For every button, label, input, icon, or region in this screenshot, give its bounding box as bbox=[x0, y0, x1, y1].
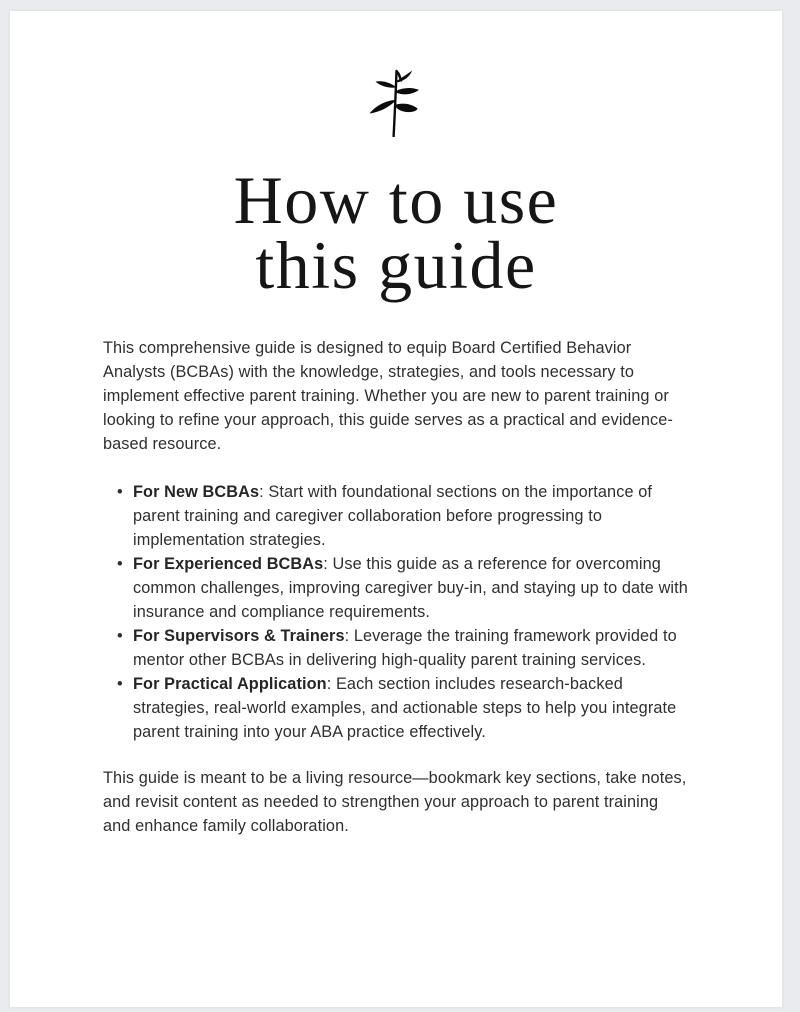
intro-paragraph: This comprehensive guide is designed to equip Board Certified Behavior Analysts (BCBAs) with the knowledge, strategies, and tools necessary to implement effective parent training. Whether you are new to parent training or looking to refine your approach, this guide serves as a practical and evidence-based resource. bbox=[103, 339, 673, 453]
list-item-text: : Each section includes research-backed strategies, real-world examples, and actionable steps to help you integrate parent training into your ABA practice effectively. bbox=[133, 675, 677, 741]
header-decoration bbox=[10, 11, 782, 142]
audience-list bbox=[103, 480, 689, 744]
list-item-text: : Start with foundational sections on the importance of parent training and caregiver collaboration before progressing to implementation strategies. bbox=[133, 483, 652, 549]
outro-paragraph: This guide is meant to be a living resource—bookmark key sections, take notes, and revisit content as needed to strengthen your approach to parent training and enhance family collaboration. bbox=[103, 769, 687, 835]
list-item-lead: For New BCBAs bbox=[133, 483, 260, 501]
list-item-experienced-bcbas bbox=[103, 552, 689, 624]
list-item-text: : Use this guide as a reference for overcoming common challenges, improving caregiver buy-in, and staying up to date with insurance and compliance requirements. bbox=[133, 555, 688, 621]
list-item-lead: For Practical Application bbox=[133, 675, 327, 693]
document-page bbox=[10, 11, 782, 1007]
page-title-line-1: How to use bbox=[233, 162, 559, 238]
page-title-line-2: this guide bbox=[255, 227, 537, 303]
plant-icon bbox=[365, 67, 427, 137]
page-title bbox=[10, 162, 782, 303]
list-item-lead: For Experienced BCBAs bbox=[133, 555, 324, 573]
list-item-text: : Leverage the training framework provided to mentor other BCBAs in delivering high-quality parent training services. bbox=[133, 627, 677, 669]
body-content bbox=[103, 336, 689, 838]
list-item-new-bcbas bbox=[103, 480, 689, 552]
list-item-practical-application bbox=[103, 672, 689, 744]
list-item-lead: For Supervisors & Trainers bbox=[133, 627, 345, 645]
list-item-supervisors-trainers bbox=[103, 624, 689, 672]
